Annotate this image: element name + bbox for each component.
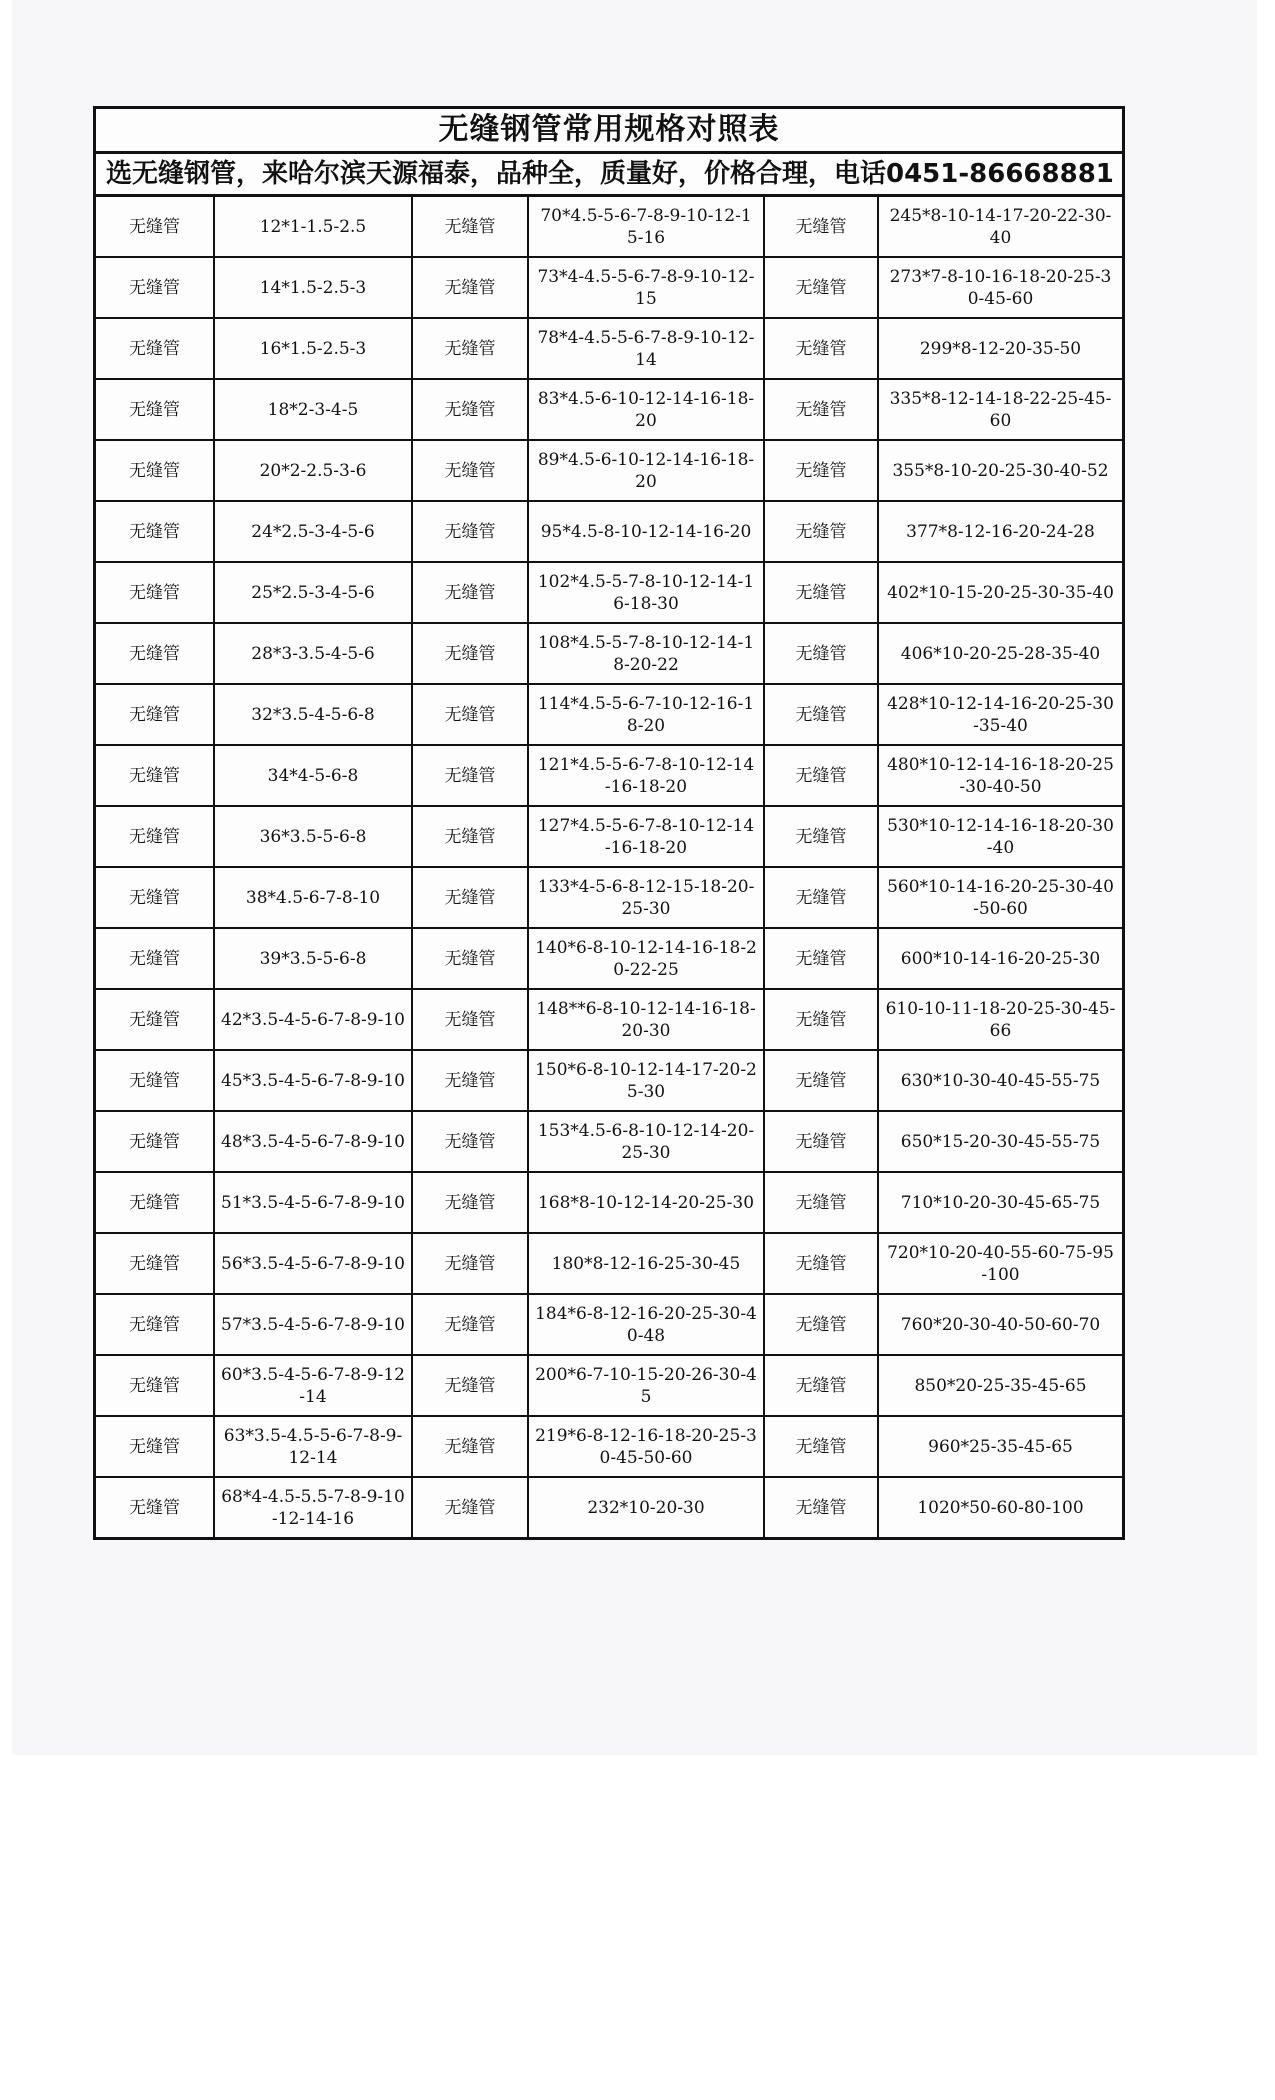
pipe-spec-cell: 150*6-8-10-12-14-17-20-25-30 [528, 1050, 764, 1111]
pipe-type-cell: 无缝管 [96, 989, 214, 1050]
pipe-spec-cell: 299*8-12-20-35-50 [878, 318, 1122, 379]
pipe-spec-cell: 760*20-30-40-50-60-70 [878, 1294, 1122, 1355]
pipe-type-cell: 无缝管 [412, 745, 528, 806]
pipe-spec-cell: 850*20-25-35-45-65 [878, 1355, 1122, 1416]
pipe-spec-cell: 24*2.5-3-4-5-6 [214, 501, 412, 562]
pipe-spec-cell: 68*4-4.5-5.5-7-8-9-10-12-14-16 [214, 1477, 412, 1537]
table-row [96, 1050, 1122, 1111]
pipe-type-cell: 无缝管 [96, 684, 214, 745]
pipe-spec-cell: 245*8-10-14-17-20-22-30-40 [878, 197, 1122, 257]
pipe-type-cell: 无缝管 [412, 1294, 528, 1355]
table-row [96, 1355, 1122, 1416]
pipe-spec-cell: 219*6-8-12-16-18-20-25-30-45-50-60 [528, 1416, 764, 1477]
pipe-spec-cell: 630*10-30-40-45-55-75 [878, 1050, 1122, 1111]
pipe-spec-cell: 960*25-35-45-65 [878, 1416, 1122, 1477]
pipe-type-cell: 无缝管 [412, 1477, 528, 1537]
pipe-spec-cell: 140*6-8-10-12-14-16-18-20-22-25 [528, 928, 764, 989]
pipe-spec-cell: 480*10-12-14-16-18-20-25-30-40-50 [878, 745, 1122, 806]
pipe-type-cell: 无缝管 [412, 257, 528, 318]
pipe-spec-cell: 335*8-12-14-18-22-25-45-60 [878, 379, 1122, 440]
pipe-spec-cell: 153*4.5-6-8-10-12-14-20-25-30 [528, 1111, 764, 1172]
pipe-type-cell: 无缝管 [764, 1111, 878, 1172]
pipe-type-cell: 无缝管 [96, 806, 214, 867]
pipe-spec-cell: 127*4.5-5-6-7-8-10-12-14-16-18-20 [528, 806, 764, 867]
pipe-type-cell: 无缝管 [96, 1111, 214, 1172]
pipe-spec-cell: 180*8-12-16-25-30-45 [528, 1233, 764, 1294]
pipe-type-cell: 无缝管 [764, 440, 878, 501]
pipe-type-cell: 无缝管 [96, 379, 214, 440]
pipe-type-cell: 无缝管 [96, 1416, 214, 1477]
pipe-type-cell: 无缝管 [96, 318, 214, 379]
pipe-type-cell: 无缝管 [96, 1294, 214, 1355]
pipe-type-cell: 无缝管 [764, 318, 878, 379]
table-row [96, 197, 1122, 257]
pipe-spec-cell: 377*8-12-16-20-24-28 [878, 501, 1122, 562]
pipe-type-cell: 无缝管 [764, 197, 878, 257]
pipe-spec-cell: 57*3.5-4-5-6-7-8-9-10 [214, 1294, 412, 1355]
table-row [96, 1172, 1122, 1233]
pipe-type-cell: 无缝管 [412, 867, 528, 928]
pipe-type-cell: 无缝管 [412, 1172, 528, 1233]
pipe-type-cell: 无缝管 [412, 928, 528, 989]
pipe-type-cell: 无缝管 [96, 928, 214, 989]
pipe-type-cell: 无缝管 [764, 562, 878, 623]
table-row [96, 745, 1122, 806]
pipe-spec-cell: 39*3.5-5-6-8 [214, 928, 412, 989]
pipe-spec-cell: 102*4.5-5-7-8-10-12-14-16-18-30 [528, 562, 764, 623]
pipe-type-cell: 无缝管 [412, 806, 528, 867]
table-row [96, 501, 1122, 562]
pipe-type-cell: 无缝管 [96, 562, 214, 623]
pipe-spec-cell: 14*1.5-2.5-3 [214, 257, 412, 318]
table-row [96, 440, 1122, 501]
pipe-type-cell: 无缝管 [96, 1050, 214, 1111]
pipe-spec-cell: 25*2.5-3-4-5-6 [214, 562, 412, 623]
pipe-spec-cell: 32*3.5-4-5-6-8 [214, 684, 412, 745]
pipe-type-cell: 无缝管 [96, 501, 214, 562]
pipe-spec-cell: 95*4.5-8-10-12-14-16-20 [528, 501, 764, 562]
pipe-type-cell: 无缝管 [764, 745, 878, 806]
table-row [96, 867, 1122, 928]
pipe-type-cell: 无缝管 [764, 1050, 878, 1111]
pipe-spec-cell: 560*10-14-16-20-25-30-40-50-60 [878, 867, 1122, 928]
pipe-type-cell: 无缝管 [764, 867, 878, 928]
pipe-spec-cell: 530*10-12-14-16-18-20-30-40 [878, 806, 1122, 867]
pipe-spec-cell: 184*6-8-12-16-20-25-30-40-48 [528, 1294, 764, 1355]
pipe-type-cell: 无缝管 [96, 1172, 214, 1233]
pipe-type-cell: 无缝管 [412, 623, 528, 684]
pipe-type-cell: 无缝管 [412, 684, 528, 745]
pipe-type-cell: 无缝管 [412, 1111, 528, 1172]
pipe-type-cell: 无缝管 [764, 989, 878, 1050]
pipe-type-cell: 无缝管 [412, 379, 528, 440]
pipe-type-cell: 无缝管 [764, 1294, 878, 1355]
pipe-type-cell: 无缝管 [412, 989, 528, 1050]
table-row [96, 684, 1122, 745]
pipe-spec-cell: 36*3.5-5-6-8 [214, 806, 412, 867]
pipe-spec-cell: 650*15-20-30-45-55-75 [878, 1111, 1122, 1172]
pipe-spec-cell: 51*3.5-4-5-6-7-8-9-10 [214, 1172, 412, 1233]
pipe-type-cell: 无缝管 [96, 257, 214, 318]
pipe-type-cell: 无缝管 [96, 1477, 214, 1537]
pipe-spec-cell: 355*8-10-20-25-30-40-52 [878, 440, 1122, 501]
pipe-spec-cell: 232*10-20-30 [528, 1477, 764, 1537]
pipe-type-cell: 无缝管 [764, 1355, 878, 1416]
pipe-type-cell: 无缝管 [412, 501, 528, 562]
pipe-type-cell: 无缝管 [412, 1355, 528, 1416]
pipe-spec-cell: 720*10-20-40-55-60-75-95-100 [878, 1233, 1122, 1294]
pipe-type-cell: 无缝管 [764, 501, 878, 562]
pipe-spec-cell: 1020*50-60-80-100 [878, 1477, 1122, 1537]
pipe-spec-cell: 89*4.5-6-10-12-14-16-18-20 [528, 440, 764, 501]
table-row [96, 623, 1122, 684]
table-row [96, 1416, 1122, 1477]
pipe-spec-cell: 34*4-5-6-8 [214, 745, 412, 806]
pipe-spec-cell: 148**6-8-10-12-14-16-18-20-30 [528, 989, 764, 1050]
pipe-spec-cell: 200*6-7-10-15-20-26-30-45 [528, 1355, 764, 1416]
table-row [96, 1477, 1122, 1537]
spec-table-body [96, 197, 1122, 1537]
table-row [96, 257, 1122, 318]
pipe-type-cell: 无缝管 [96, 1233, 214, 1294]
pipe-type-cell: 无缝管 [764, 1416, 878, 1477]
pipe-spec-cell: 273*7-8-10-16-18-20-25-30-45-60 [878, 257, 1122, 318]
table-row [96, 318, 1122, 379]
table-row [96, 1233, 1122, 1294]
pipe-spec-cell: 108*4.5-5-7-8-10-12-14-18-20-22 [528, 623, 764, 684]
pipe-type-cell: 无缝管 [764, 1172, 878, 1233]
pipe-spec-cell: 168*8-10-12-14-20-25-30 [528, 1172, 764, 1233]
pipe-spec-cell: 63*3.5-4.5-5-6-7-8-9-12-14 [214, 1416, 412, 1477]
pipe-spec-cell: 16*1.5-2.5-3 [214, 318, 412, 379]
spec-table [96, 197, 1122, 1537]
table-row [96, 806, 1122, 867]
table-row [96, 562, 1122, 623]
pipe-type-cell: 无缝管 [96, 623, 214, 684]
pipe-spec-cell: 121*4.5-5-6-7-8-10-12-14-16-18-20 [528, 745, 764, 806]
pipe-type-cell: 无缝管 [764, 928, 878, 989]
pipe-type-cell: 无缝管 [96, 867, 214, 928]
pipe-type-cell: 无缝管 [764, 1477, 878, 1537]
pipe-spec-cell: 38*4.5-6-7-8-10 [214, 867, 412, 928]
table-row [96, 1111, 1122, 1172]
pipe-type-cell: 无缝管 [764, 257, 878, 318]
pipe-type-cell: 无缝管 [96, 1355, 214, 1416]
pipe-type-cell: 无缝管 [412, 1416, 528, 1477]
pipe-spec-cell: 18*2-3-4-5 [214, 379, 412, 440]
pipe-spec-cell: 12*1-1.5-2.5 [214, 197, 412, 257]
pipe-spec-cell: 406*10-20-25-28-35-40 [878, 623, 1122, 684]
pipe-spec-cell: 56*3.5-4-5-6-7-8-9-10 [214, 1233, 412, 1294]
page-title: 无缝钢管常用规格对照表 [96, 109, 1122, 154]
pipe-type-cell: 无缝管 [412, 1050, 528, 1111]
table-row [96, 1294, 1122, 1355]
pipe-type-cell: 无缝管 [412, 197, 528, 257]
pipe-spec-cell: 402*10-15-20-25-30-35-40 [878, 562, 1122, 623]
pipe-spec-cell: 70*4.5-5-6-7-8-9-10-12-15-16 [528, 197, 764, 257]
pipe-type-cell: 无缝管 [764, 379, 878, 440]
table-row [96, 928, 1122, 989]
pipe-type-cell: 无缝管 [412, 440, 528, 501]
pipe-spec-cell: 28*3-3.5-4-5-6 [214, 623, 412, 684]
pipe-spec-cell: 20*2-2.5-3-6 [214, 440, 412, 501]
spec-sheet [93, 106, 1125, 1540]
pipe-type-cell: 无缝管 [96, 440, 214, 501]
pipe-type-cell: 无缝管 [96, 745, 214, 806]
pipe-spec-cell: 42*3.5-4-5-6-7-8-9-10 [214, 989, 412, 1050]
pipe-type-cell: 无缝管 [764, 806, 878, 867]
pipe-type-cell: 无缝管 [412, 318, 528, 379]
pipe-spec-cell: 114*4.5-5-6-7-10-12-16-18-20 [528, 684, 764, 745]
pipe-spec-cell: 83*4.5-6-10-12-14-16-18-20 [528, 379, 764, 440]
pipe-type-cell: 无缝管 [764, 623, 878, 684]
pipe-spec-cell: 45*3.5-4-5-6-7-8-9-10 [214, 1050, 412, 1111]
advert-subtitle: 选无缝钢管，来哈尔滨天源福泰，品种全，质量好，价格合理，电话0451-86668881 [96, 154, 1122, 197]
table-row [96, 379, 1122, 440]
pipe-type-cell: 无缝管 [764, 1233, 878, 1294]
pipe-type-cell: 无缝管 [412, 562, 528, 623]
pipe-type-cell: 无缝管 [764, 684, 878, 745]
pipe-spec-cell: 600*10-14-16-20-25-30 [878, 928, 1122, 989]
pipe-spec-cell: 48*3.5-4-5-6-7-8-9-10 [214, 1111, 412, 1172]
pipe-spec-cell: 610-10-11-18-20-25-30-45-66 [878, 989, 1122, 1050]
pipe-type-cell: 无缝管 [412, 1233, 528, 1294]
pipe-spec-cell: 60*3.5-4-5-6-7-8-9-12-14 [214, 1355, 412, 1416]
pipe-type-cell: 无缝管 [96, 197, 214, 257]
pipe-spec-cell: 78*4-4.5-5-6-7-8-9-10-12-14 [528, 318, 764, 379]
table-row [96, 989, 1122, 1050]
pipe-spec-cell: 133*4-5-6-8-12-15-18-20-25-30 [528, 867, 764, 928]
pipe-spec-cell: 710*10-20-30-45-65-75 [878, 1172, 1122, 1233]
pipe-spec-cell: 428*10-12-14-16-20-25-30-35-40 [878, 684, 1122, 745]
pipe-spec-cell: 73*4-4.5-5-6-7-8-9-10-12-15 [528, 257, 764, 318]
